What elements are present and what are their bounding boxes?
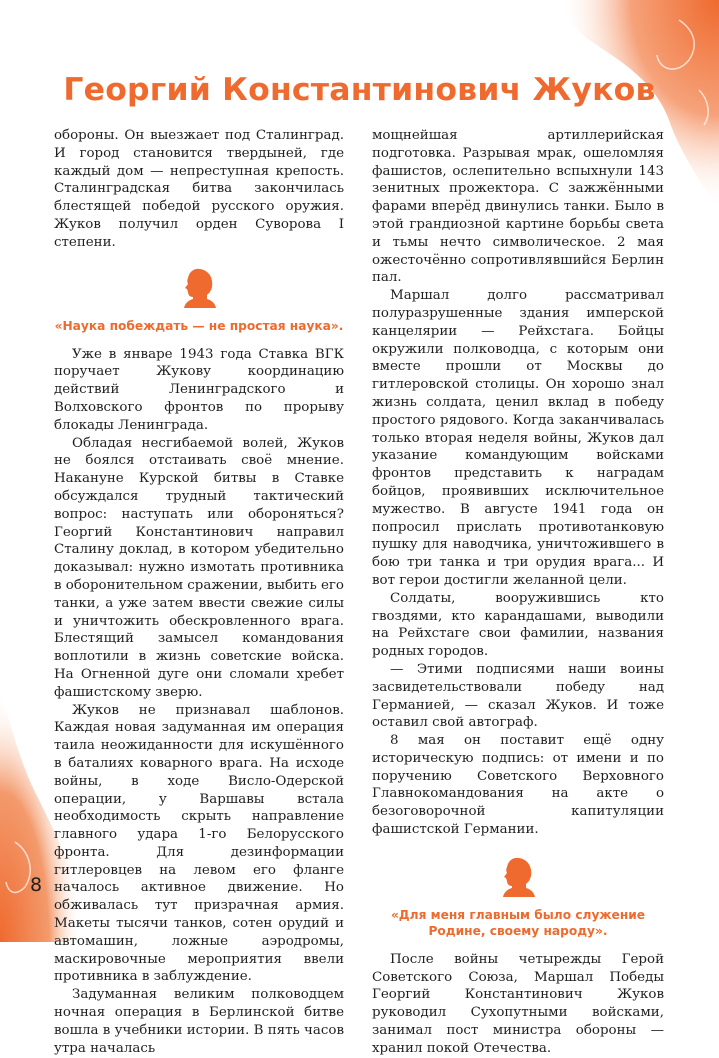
right-column bbox=[372, 127, 664, 1058]
paragraph: Жуков не признавал шаблонов. Каждая новая задуманная им операция таила неожиданности для искушённого в баталиях коварного врага. На исходе войны, в ходе Висло-Одерской операции, у Варшавы встала необходимость скрыть направление главного удара 1-го Белорусского фронта. Для дезинформации гитлеровцев на левом его фланге началось активное движение. Но обживалась тут призрачная армия. Макеты тысячи танков, сотен орудий и автомашин, ложные аэродромы, маскировочные мероприятия ввели противника в заблуждение. bbox=[54, 702, 344, 985]
paragraph: обороны. Он выезжает под Сталинград. И город становится твердыней, где каждый дом — непреступная крепость. Сталинградская битва закончилась блестящей победой русского оружия. Жуков получил орден Суворова I степени. bbox=[54, 128, 344, 250]
profile-silhouette-icon bbox=[501, 857, 535, 897]
paragraph: 8 мая он поставит ещё одну историческую подпись: от имени и по поручению Советского Верховного Главнокомандования на акте о безоговорочной капитуляции фашистской Германии. bbox=[372, 733, 664, 838]
paragraph: Солдаты, вооружившись кто гвоздями, кто карандашами, выводили на Рейхстаге свои фамилии, названия родных городов. bbox=[372, 590, 664, 660]
paragraph: — Этими подписями наши воины засвидетельствовали победу над Германией, — сказал Жуков. И тоже оставил свой автограф. bbox=[372, 661, 664, 731]
paragraph: После войны четырежды Герой Советского Союза, Маршал Победы Георгий Константинович Жуков руководил Сухопутными войсками, занимал пост министра обороны — хранил покой Отечества. bbox=[372, 951, 664, 1056]
page-title: Георгий Константинович Жуков bbox=[63, 72, 656, 108]
quote-block bbox=[54, 268, 344, 334]
page-number: 8 bbox=[30, 874, 43, 896]
quote-text-line: «Для меня главным было служение bbox=[390, 907, 646, 922]
paragraph: Задуманная великим полководцем ночная операция в Берлинской битве вошла в учебники истории. В пять часов утра началась bbox=[54, 987, 344, 1056]
left-column bbox=[54, 127, 344, 1057]
quote-block bbox=[372, 857, 664, 939]
paragraph: Уже в январе 1943 года Ставка ВГК поручает Жукову координацию действий Ленинградского и Волховского фронтов по прорыву блокады Ленинграда. bbox=[54, 346, 344, 433]
paragraph: Обладая несгибаемой волей, Жуков не боялся отстаивать своё мнение. Накануне Курской битвы в Ставке обсуждался трудный тактический вопрос: наступать или обороняться? Георгий Константинович направил Сталину доклад, в котором убедительно доказывал: нужно измотать противника в оборонительном сражении, выбить его танки, а уже затем ввести свежие силы и уничтожить обескровленного врага. Блестящий замысел командования воплотили в жизнь советские войска. На Огненной дуге они сломали хребет фашистскому зверю. bbox=[54, 435, 344, 700]
quote-text: «Наука побеждать — не простая наука». bbox=[54, 318, 344, 333]
paragraph: мощнейшая артиллерийская подготовка. Разрывая мрак, ошеломляя фашистов, ослепительно вспыхнули 143 зенитных прожектора. С зажжёнными фарами вперёд двинулись танки. Было в этой грандиозной картине борьбы света и тьмы нечто символическое. 2 мая ожесточённо сопротивлявшийся Берлин пал. bbox=[372, 128, 664, 286]
quote-text-line: Родине, своему народу». bbox=[428, 923, 608, 938]
paragraph: Маршал долго рассматривал полуразрушенные здания имперской канцелярии — Рейхстага. Бойцы окружили полководца, с которым они вместе прошли от Москвы до гитлеровской столицы. Он хорошо знал жизнь солдата, ценил вклад в победу простого рядового. Когда заканчивалась только вторая неделя войны, Жуков дал указание командующим войсками фронтов представить к наградам бойцов, проявивших исключительное мужество. В августе 1941 года он попросил прислать противотанковую пушку для наводчика, уничтожившего в бою три танка и три орудия врага... И вот герои достигли желанной цели. bbox=[372, 288, 664, 588]
profile-silhouette-icon bbox=[182, 268, 216, 308]
